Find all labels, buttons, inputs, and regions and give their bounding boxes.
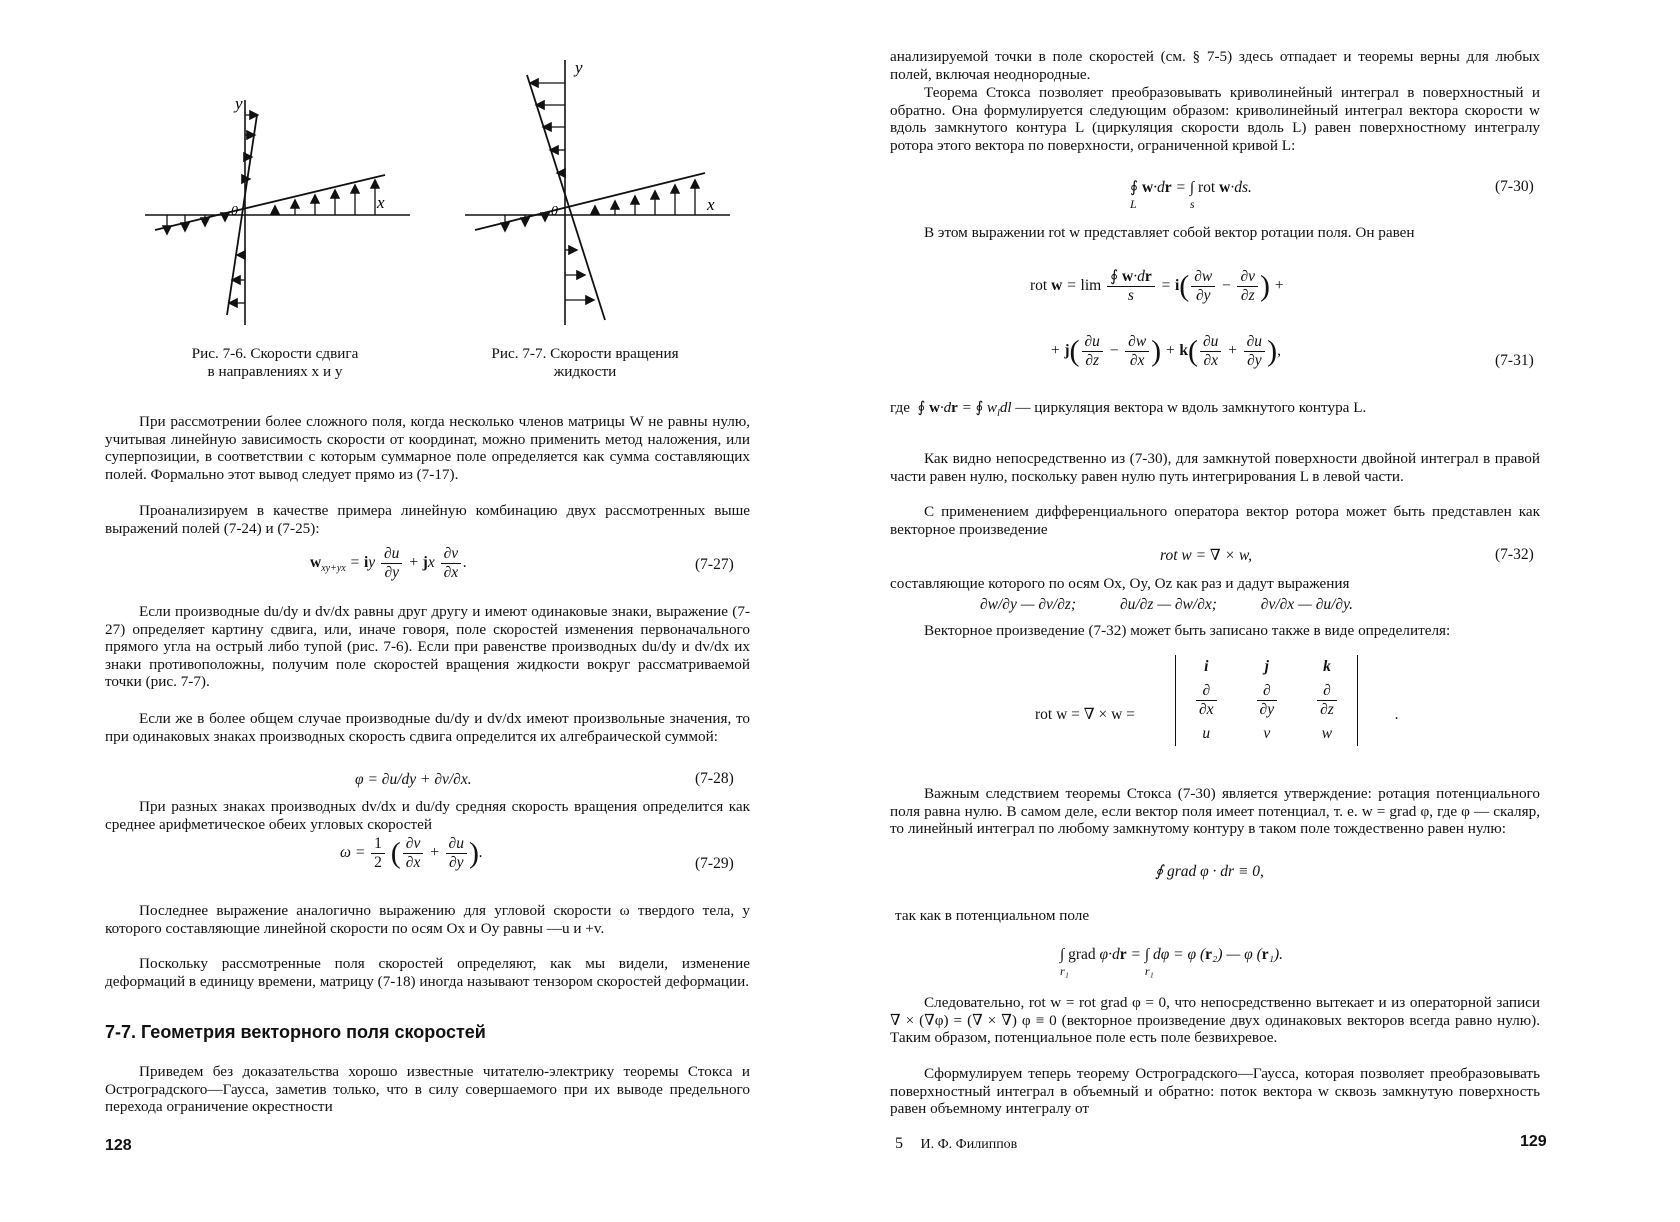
right-paragraph-5: Как видно непосредственно из (7-30), для замкнутой поверхности двойной интеграл в правой части равен нулю, поскольку равен нулю путь интегрирования L в левой части. (890, 450, 1540, 485)
equation-7-27-number: (7-27) (695, 556, 734, 573)
det-j: j (1264, 658, 1269, 675)
det-k: k (1323, 658, 1331, 675)
component-3: ∂v/∂x — ∂u/∂y. (1260, 596, 1353, 613)
fig6-axis-y: y (235, 95, 243, 113)
fig7-axis-x: x (707, 195, 715, 214)
equation-7-29-number: (7-29) (695, 855, 734, 872)
caption-fig-7-6: Рис. 7-6. Скорости сдвига в направлениях x и y (191, 345, 359, 380)
left-paragraph-1: При рассмотрении более сложного поля, когда несколько членов матрицы W не равны нулю, учитывая линейную зависимость скорости от координат, можно применить метод наложения, или суперпозиции, в соответствии с которым суммарное поле определяется как сумма составляющих полей. Формально этот вывод следует прямо из (7-17). (105, 413, 750, 483)
fig6-origin: 0 (231, 204, 238, 219)
page-number-left: 128 (105, 1137, 132, 1154)
left-paragraph-2: Проанализируем в качестве примера линейную комбинацию двух рассмотренных выше выражений полей (7-24) и (7-25): (105, 502, 750, 537)
right-page (840, 0, 1680, 1222)
fig6-axis-x: x (377, 193, 385, 212)
left-paragraph-4: Если же в более общем случае производные du/dy и dv/dx имеют произвольные значения, то при одинаковых знаках производных скорость сдвига определится их алгебраической суммой: (105, 710, 750, 745)
det-u: u (1202, 725, 1211, 742)
left-paragraph-5: При разных знаках производных dv/dx и du/dy средняя скорость вращения определится как среднее арифметическое обеих угловых скоростей (105, 798, 750, 833)
equation-7-29: ω = $\frac{1}{2}$ ( $\frac{\partial v}{\partial x}$ + $\frac{\partial u}{\partial y}$ ). (340, 835, 483, 871)
figure-7-7 (465, 55, 745, 330)
equation-7-31-number: (7-31) (1495, 352, 1534, 369)
right-paragraph-3: В этом выражении rot w представляет собой вектор ротации поля. Он равен (924, 224, 1415, 241)
right-paragraph-11: Следовательно, rot w = rot grad φ = 0, что непосредственно вытекает и из операторной записи ∇ × (∇φ) = (∇ × ∇) φ ≡ 0 (векторное произведение двух одинаковых векторов всегда равно нулю). Таким образом, потенциальное поле есть поле безвихревое. (890, 994, 1540, 1047)
left-paragraph-7: Поскольку рассмотренные поля скоростей определяют, как мы видели, изменение деформаций в единицу времени, матрицу (7-18) иногда называют тензором скоростей деформации. (105, 955, 750, 990)
figure-7-6 (145, 95, 425, 330)
determinant-period: . (1395, 706, 1399, 723)
equation-7-32: rot w = ∇ × w, (1160, 547, 1253, 564)
equation-potential: ∫ r₁ grad φ·dr = ∫ r₁ dφ = φ (r₂) — φ (r₁). (1060, 946, 1284, 978)
det-w: w (1321, 725, 1333, 742)
equation-7-30: ∮ L w·dr = ∫ s rot w·ds. (1130, 179, 1252, 211)
fig7-origin: 0 (551, 204, 558, 219)
equation-7-31-line2: + j( $\frac{\partial u}{\partial z}$ − $\frac{\partial w}{\partial x}$ ) + k( $\frac{\partial u}{\partial x}$ + $\frac{\partial u}{\partial y}$ ), (1050, 333, 1281, 369)
right-paragraph-4: где ∮ w·dr = ∮ $w_ldl$ — циркуляция вектора w вдоль замкнутого контура L. (890, 399, 1367, 419)
determinant-lhs: rot w = ∇ × w = (1035, 706, 1135, 723)
page-number-right: 129 (1520, 1133, 1547, 1150)
component-1: ∂w/∂y — ∂v/∂z; (980, 596, 1077, 613)
signature: 5 И. Ф. Филиппов (895, 1135, 1018, 1152)
right-paragraph-6: С применением дифференциального оператора вектор ротора может быть представлен как векторное произведение (890, 503, 1540, 538)
equation-7-28-number: (7-28) (695, 770, 734, 787)
components-line (980, 595, 1353, 615)
equation-7-32-number: (7-32) (1495, 546, 1534, 563)
fig7-axis-y: y (575, 58, 583, 77)
section-heading: 7-7. Геометрия векторного поля скоростей (105, 1022, 486, 1042)
det-i: i (1204, 658, 1209, 675)
determinant: i j k $\frac{\partial}{\partial x}$ $\frac{\partial}{\partial y}$ $\frac{\partial}{\partial z}$ u v w (1175, 655, 1358, 746)
component-2: ∂u/∂z — ∂w/∂x; (1119, 596, 1217, 613)
right-paragraph-12: Сформулируем теперь теорему Остроградского—Гаусса, которая позволяет преобразовывать поверхностный интеграл в объемный и обратно: поток вектора w сквозь замкнутую поверхность равен объемному интегралу от (890, 1065, 1540, 1118)
right-paragraph-10: так как в потенциальном поле (895, 907, 1090, 924)
equation-7-28: φ = ∂u/dy + ∂v/∂x. (355, 771, 472, 788)
equation-grad-zero: ∮ grad φ · dr ≡ 0, (1155, 863, 1264, 880)
equation-7-27: $w_{xy+yx}$ = iy $\frac{\partial u}{\partial y}$ + jx $\frac{\partial v}{\partial x}$ . (310, 545, 468, 581)
equation-7-30-number: (7-30) (1495, 178, 1534, 195)
right-paragraph-9: Важным следствием теоремы Стокса (7-30) является утверждение: ротация потенциального поля равна нулю. В самом деле, если вектор поля имеет потенциал, т. е. w = grad φ, где φ — скаляр, то линейный интеграл по любому замкнутому контуру в таком поле тождественно равен нулю: (890, 785, 1540, 838)
left-paragraph-6: Последнее выражение аналогично выражению для угловой скорости ω твердого тела, у которого составляющие линейной скорости по осям Ox и Oy равны —u и +v. (105, 902, 750, 937)
left-paragraph-8: Приведем без доказательства хорошо известные читателю-электрику теоремы Стокса и Остроградского—Гаусса, заметив только, что в силу совершаемого при их выводе предельного перехода ограничение окрестности (105, 1063, 750, 1116)
right-paragraph-7: составляющие которого по осям Ox, Oy, Oz как раз и дадут выражения (890, 575, 1350, 592)
right-paragraph-2: Теорема Стокса позволяет преобразовывать криволинейный интеграл в поверхностный и обратно. Она формулируется следующим образом: криволинейный интеграл вектора скорости w вдоль замкнутого контура L (циркуляция скорости вдоль L) равен поверхностному интегралу ротора этого вектора по поверхности, ограниченной кривой L: (890, 84, 1540, 154)
right-paragraph-1: анализируемой точки в поле скоростей (см. § 7-5) здесь отпадает и теоремы верны для любых полей, включая неоднородные. (890, 48, 1540, 83)
left-paragraph-3: Если производные du/dy и dv/dx равны друг другу и имеют одинаковые знаки, выражение (7-27) определяет картину сдвига, или, иначе говоря, поле скоростей изменения первоначального прямого угла на острый либо тупой (рис. 7-6). Если при равенстве производных du/dy и dv/dx их знаки противоположны, получим поле скоростей вращения жидкости вокруг рассматриваемой точки (рис. 7-7). (105, 603, 750, 691)
right-paragraph-8: Векторное произведение (7-32) может быть записано также в виде определителя: (924, 622, 1451, 639)
det-v: v (1263, 725, 1271, 742)
caption-fig-7-7: Рис. 7-7. Скорости вращения жидкости (491, 345, 679, 380)
equation-7-31-line1: rot w = lim $\frac{∮ w\cdot dr}{s}$ = i( $\frac{\partial w}{\partial y}$ − $\frac{\partial v}{\partial z}$ ) + (1030, 268, 1285, 304)
